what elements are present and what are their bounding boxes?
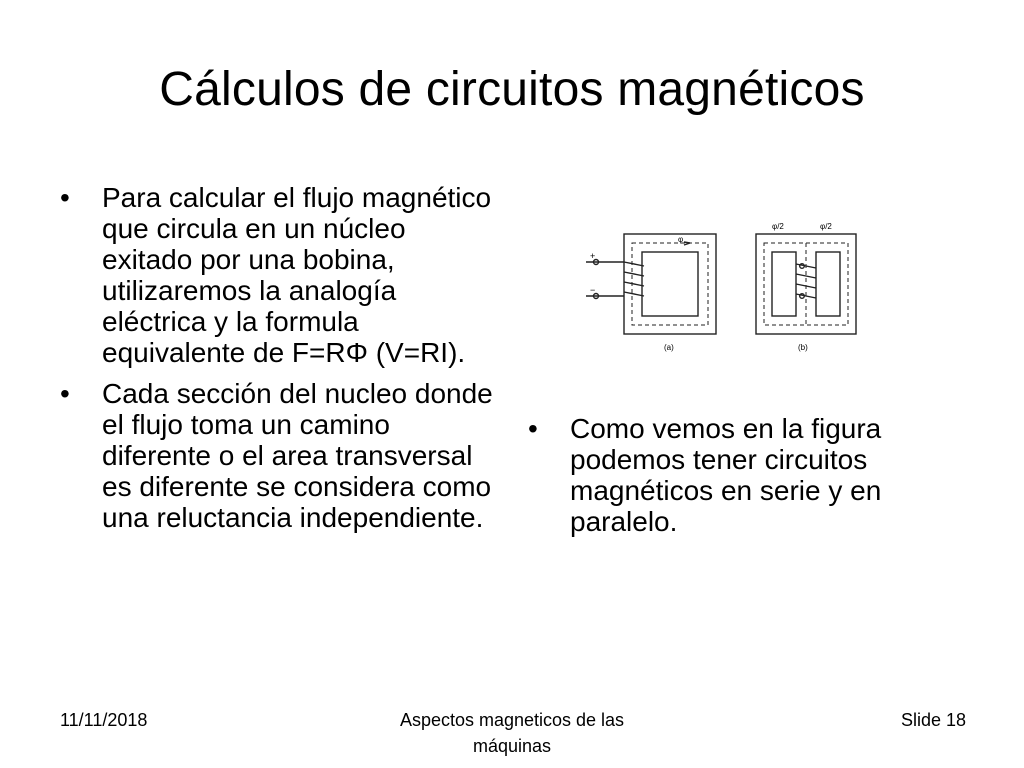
bullet-text: Como vemos en la figura podemos tener circuitos magnéticos en serie y en paralelo. — [570, 413, 882, 537]
coil-winding-a — [624, 262, 644, 296]
panel-b — [756, 234, 856, 334]
panel-a-label: (a) — [664, 343, 674, 352]
core-outer-a — [624, 234, 716, 334]
bullet-marker: • — [60, 378, 70, 409]
terminal-plus-b — [800, 264, 805, 269]
bullet-item — [528, 413, 968, 537]
bullet-item — [60, 182, 500, 368]
core-window-left-b — [772, 252, 796, 316]
footer-title-line: máquinas — [472, 736, 552, 756]
right-column — [528, 413, 968, 547]
circuit-diagram — [576, 212, 876, 362]
bullet-item — [60, 378, 500, 533]
footer-date: 11/11/2018 — [60, 710, 148, 730]
panel-a — [586, 234, 716, 334]
footer-title-line: Aspectos magneticos de las — [399, 710, 625, 730]
core-window-a — [642, 252, 698, 316]
footer-presentation-title — [362, 707, 662, 759]
slide-title: Cálculos de circuitos magnéticos — [159, 63, 865, 116]
bullet-marker: • — [60, 182, 70, 213]
flux-half-right-label: φ/2 — [820, 222, 832, 231]
flux-path-outer-b — [764, 243, 848, 325]
core-window-right-b — [816, 252, 840, 316]
magnetic-circuit-figure — [576, 212, 876, 362]
minus-sign-a: − — [590, 285, 596, 295]
bullet-marker: • — [528, 413, 538, 444]
flux-label: φ — [678, 235, 684, 244]
left-bullet-list — [60, 182, 500, 533]
right-bullet-list — [528, 413, 968, 537]
flux-path-a — [632, 243, 708, 325]
bullet-text: Cada sección del nucleo donde el flujo toma un camino diferente o el area transversal es diferente se considera como una reluctancia independiente. — [102, 378, 493, 533]
terminal-minus-b — [800, 294, 805, 299]
plus-sign-a: + — [590, 251, 596, 261]
panel-b-label: (b) — [798, 343, 808, 352]
footer-slide-number: Slide 18 — [900, 710, 966, 730]
core-outer-b — [756, 234, 856, 334]
bullet-text: Para calcular el flujo magnético que circula en un núcleo exitado por una bobina, utilizaremos la analogía eléctrica y la formula equivalente de F=RΦ (V=RI). — [102, 182, 492, 368]
flux-half-left-label: φ/2 — [772, 222, 784, 231]
left-column — [60, 182, 500, 543]
